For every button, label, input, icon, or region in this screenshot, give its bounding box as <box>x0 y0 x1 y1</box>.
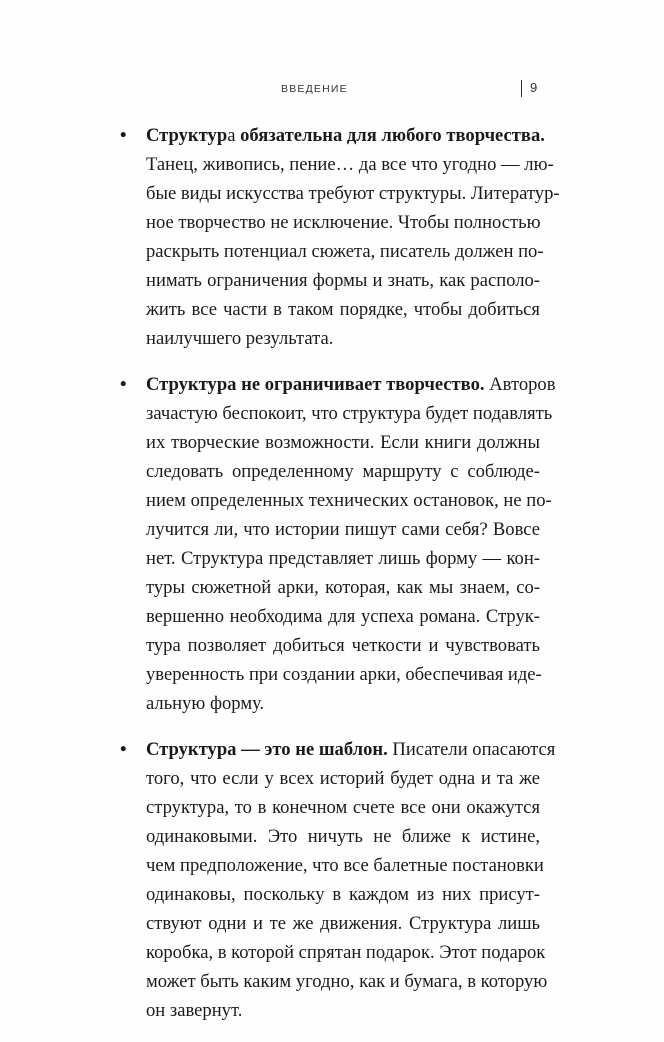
paragraph-line: ное творчество не исключение. Чтобы полностью <box>146 212 541 233</box>
paragraph-line: раскрыть потенциал сюжета, писатель должен по- <box>146 241 544 262</box>
bullet-icon: • <box>120 739 127 760</box>
paragraph-line <box>146 370 556 399</box>
paragraph-line: туры сюжетной арки, которая, как мы знаем, со- <box>146 577 540 598</box>
paragraph-line: следовать определенному маршруту с соблюде- <box>146 461 540 482</box>
header-separator <box>521 80 522 97</box>
paragraph <box>146 370 556 718</box>
paragraph-line: уверенность при создании арки, обеспечивая иде- <box>146 664 542 685</box>
paragraph-line: одинаковыми. Это ничуть не ближе к истине, <box>146 826 540 847</box>
paragraph-line: ствуют одни и те же движения. Структура лишь <box>146 913 540 934</box>
paragraph-line: лучится ли, что истории пишут сами себя? Вовсе <box>146 519 540 540</box>
list-item <box>120 370 556 718</box>
lead-phrase: Структура не ограничивает творчество. <box>146 374 485 395</box>
paragraph-line: нимать ограничения формы и знать, как располо- <box>146 270 540 291</box>
page-number: 9 <box>530 80 538 95</box>
paragraph-line <box>146 735 556 764</box>
running-head <box>0 80 664 100</box>
paragraph-line: коробка, в которой спрятан подарок. Этот подарок <box>146 942 546 963</box>
bullet-icon: • <box>120 125 127 146</box>
lead-phrase-letter: а <box>227 125 236 146</box>
paragraph-line: тура позволяет добиться четкости и чувствовать <box>146 635 540 656</box>
paragraph-line: зачастую беспокоит, что структура будет подавлять <box>146 403 553 424</box>
lead-phrase-rest: обязательна для любого творчества. <box>235 125 545 146</box>
paragraph-line: альную форму. <box>146 693 265 714</box>
paragraph-line: их творческие возможности. Если книги должны <box>146 432 540 453</box>
lead-continuation: Авторов <box>484 374 556 395</box>
paragraph-line: вершенно необходима для успеха романа. Струк- <box>146 606 540 627</box>
list-item <box>120 121 560 353</box>
paragraph-line: того, что если у всех историй будет одна и та же <box>146 768 540 789</box>
paragraph-line: бые виды искусства требуют структуры. Литератур- <box>146 183 560 204</box>
lead-phrase: Структура — это не шаблон. <box>146 739 388 760</box>
lead-phrase: Структур <box>146 125 228 146</box>
lead-continuation: Писатели опасаются <box>387 739 556 760</box>
paragraph-line: наилучшего результата. <box>146 328 334 349</box>
paragraph-line: Танец, живопись, пение… да все что угодно — лю- <box>146 154 554 175</box>
bullet-icon: • <box>120 374 127 395</box>
page-body <box>120 121 560 1042</box>
list-item <box>120 735 556 1025</box>
paragraph-line: чем предположение, что все балетные постановки <box>146 855 544 876</box>
paragraph <box>146 735 556 1025</box>
paragraph <box>146 121 560 353</box>
paragraph-line: структура, то в конечном счете все они окажутся <box>146 797 540 818</box>
paragraph-line <box>146 121 545 150</box>
paragraph-line: жить все части в таком порядке, чтобы добиться <box>146 299 540 320</box>
bullet-list <box>120 121 560 1025</box>
paragraph-line: он завернут. <box>146 1000 243 1021</box>
paragraph-line: может быть каким угодно, как и бумага, в которую <box>146 971 548 992</box>
paragraph-line: одинаковы, поскольку в каждом из них присут- <box>146 884 540 905</box>
paragraph-line: нет. Структура представляет лишь форму — кон- <box>146 548 540 569</box>
paragraph-line: нием определенных технических остановок, не по- <box>146 490 552 511</box>
section-title: ВВЕДЕНИЕ <box>281 83 348 95</box>
